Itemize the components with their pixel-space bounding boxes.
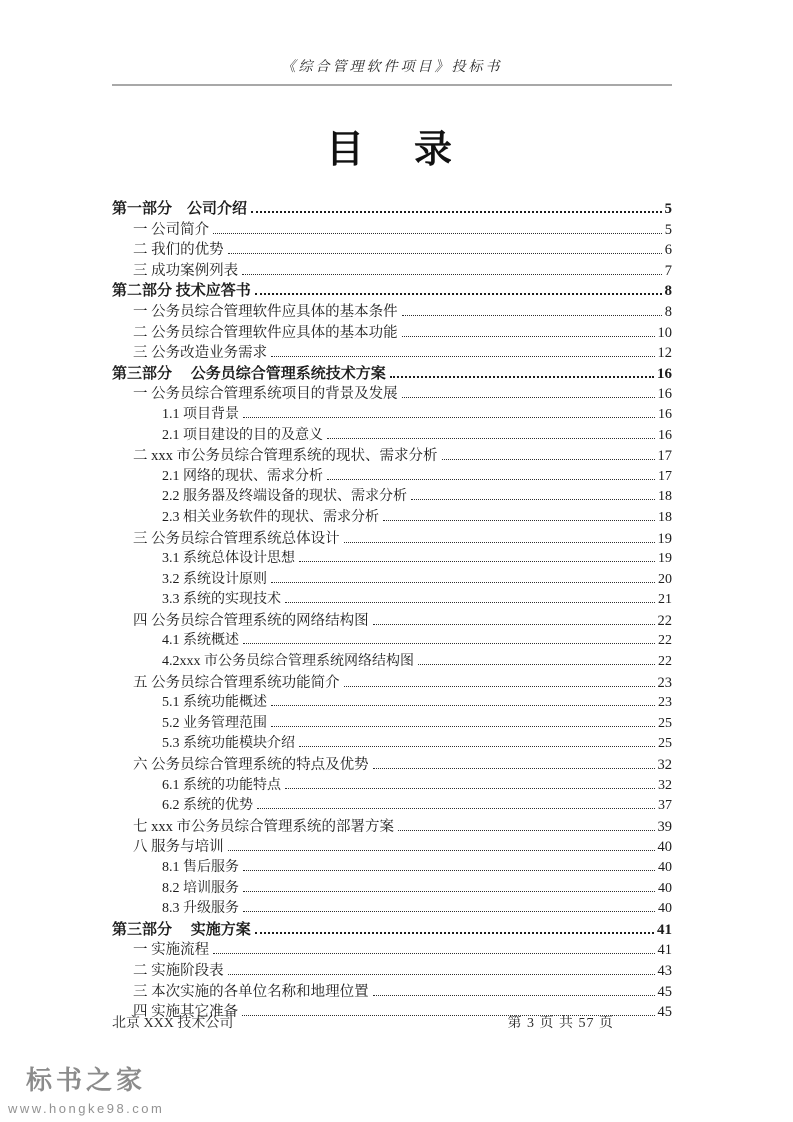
toc-entry-page: 37 xyxy=(658,798,672,814)
dotted-leader xyxy=(411,496,655,500)
toc-entry-page: 45 xyxy=(657,983,672,1000)
toc-entry-label: 五 公务员综合管理系统功能简介 xyxy=(133,674,340,691)
toc-entry-page: 7 xyxy=(664,262,672,279)
toc-entry[interactable] xyxy=(112,712,672,733)
toc-entry-label: 3.3 系统的实现技术 xyxy=(162,592,281,608)
toc-entry-page: 32 xyxy=(657,757,672,774)
toc-entry-label: 四 公务员综合管理系统的网络结构图 xyxy=(133,612,369,629)
toc-entry-page: 6 xyxy=(664,242,672,259)
toc-entry-page: 16 xyxy=(658,427,672,443)
toc-entry-label: 5.1 系统功能概述 xyxy=(162,695,267,711)
toc-entry[interactable] xyxy=(112,465,672,486)
dotted-leader xyxy=(383,517,655,521)
dotted-leader xyxy=(285,785,655,789)
toc-entry-label: 2.1 网络的现状、需求分析 xyxy=(162,468,323,484)
toc-entry-page: 45 xyxy=(657,1004,672,1021)
page-footer xyxy=(112,1012,672,1032)
toc-entry-page: 25 xyxy=(658,715,672,731)
toc-entry-label: 一 公务员综合管理软件应具体的基本条件 xyxy=(133,303,398,320)
toc-entry-label: 二 xxx 市公务员综合管理系统的现状、需求分析 xyxy=(133,448,438,465)
dotted-leader xyxy=(402,394,655,398)
toc-entry-page: 32 xyxy=(658,777,672,793)
toc-entry[interactable] xyxy=(112,856,672,877)
watermark-site-name: 标书之家 xyxy=(26,1065,147,1095)
dotted-leader xyxy=(402,333,655,337)
toc-list xyxy=(112,197,672,1021)
toc-entry-page: 5 xyxy=(664,221,672,238)
dotted-leader xyxy=(373,621,655,625)
toc-entry[interactable] xyxy=(112,527,672,548)
watermark xyxy=(8,1060,164,1116)
toc-entry-label: 4.2xxx 市公务员综合管理系统网络结构图 xyxy=(162,654,414,670)
toc-entry[interactable] xyxy=(112,835,672,856)
toc-entry[interactable] xyxy=(112,341,672,362)
toc-entry[interactable] xyxy=(112,609,672,630)
dotted-leader xyxy=(373,765,655,769)
dotted-leader xyxy=(242,271,662,275)
dotted-leader xyxy=(327,476,655,480)
toc-entry-label: 第三部分 公务员综合管理系统技术方案 xyxy=(112,365,386,382)
toc-entry[interactable] xyxy=(112,382,672,403)
toc-entry-label: 5.3 系统功能模块介绍 xyxy=(162,736,295,752)
toc-entry-page: 40 xyxy=(657,839,672,856)
toc-entry-label: 一 公司简介 xyxy=(133,221,210,238)
toc-entry-label: 5.2 业务管理范围 xyxy=(162,715,267,731)
toc-entry-page: 16 xyxy=(658,406,672,422)
dotted-leader xyxy=(299,558,655,562)
footer-page-number: 第 3 页 共 57 页 xyxy=(507,1016,614,1031)
watermark-site-url: www.hongke98.com xyxy=(8,1101,165,1116)
toc-entry-page: 41 xyxy=(657,942,672,959)
toc-entry-page: 40 xyxy=(658,901,672,917)
dotted-leader xyxy=(243,867,655,871)
toc-entry[interactable] xyxy=(112,732,672,753)
toc-entry[interactable] xyxy=(112,753,672,774)
dotted-leader xyxy=(398,827,655,831)
document-page xyxy=(112,0,672,1021)
toc-entry-label: 二 公务员综合管理软件应具体的基本功能 xyxy=(133,324,398,341)
toc-entry-label: 四 实施其它准备 xyxy=(133,1004,239,1021)
toc-entry-page: 18 xyxy=(658,489,672,505)
dotted-leader xyxy=(257,805,655,809)
toc-entry[interactable] xyxy=(112,321,672,342)
toc-entry-page: 22 xyxy=(658,633,672,649)
toc-entry-label: 第一部分 公司介绍 xyxy=(112,201,248,217)
dotted-leader xyxy=(271,579,655,583)
toc-entry[interactable] xyxy=(112,444,672,465)
toc-entry[interactable] xyxy=(112,959,672,980)
dotted-leader xyxy=(402,312,662,316)
toc-entry[interactable] xyxy=(112,650,672,671)
toc-entry[interactable] xyxy=(112,918,672,939)
dotted-leader xyxy=(327,435,655,439)
toc-entry[interactable] xyxy=(112,938,672,959)
dotted-leader xyxy=(344,539,655,543)
toc-entry-label: 4.1 系统概述 xyxy=(162,633,239,649)
toc-entry-label: 二 我们的优势 xyxy=(133,242,224,259)
toc-entry-page: 19 xyxy=(657,530,672,547)
toc-entry[interactable] xyxy=(112,568,672,589)
toc-entry[interactable] xyxy=(112,424,672,445)
toc-entry[interactable] xyxy=(112,506,672,527)
toc-entry-page: 12 xyxy=(657,345,672,362)
dotted-leader xyxy=(228,250,662,254)
toc-entry[interactable] xyxy=(112,588,672,609)
toc-entry-page: 16 xyxy=(657,386,672,403)
page-header-title: 《综合管理软件项目》投标书 xyxy=(281,60,503,75)
toc-entry-label: 第二部分 技术应答书 xyxy=(112,283,251,300)
toc-entry-page: 16 xyxy=(657,365,672,382)
toc-entry-page: 5 xyxy=(664,201,672,217)
dotted-leader xyxy=(373,992,655,996)
toc-entry-label: 8.1 售后服务 xyxy=(162,860,239,875)
toc-entry[interactable] xyxy=(112,485,672,506)
toc-entry-page: 23 xyxy=(657,674,672,691)
dotted-leader xyxy=(285,599,655,603)
toc-entry-page: 22 xyxy=(657,612,672,629)
toc-entry-label: 3.2 系统设计原则 xyxy=(162,571,267,587)
toc-entry-page: 22 xyxy=(658,654,672,670)
toc-entry-label: 6.2 系统的优势 xyxy=(162,798,253,814)
dotted-leader xyxy=(243,414,655,418)
dotted-leader xyxy=(299,743,655,747)
toc-entry-page: 19 xyxy=(658,551,672,567)
toc-entry-page: 18 xyxy=(658,509,672,525)
toc-entry-label: 1.1 项目背景 xyxy=(162,406,239,422)
toc-entry-page: 39 xyxy=(657,818,672,835)
toc-entry[interactable] xyxy=(112,629,672,650)
toc-entry[interactable] xyxy=(112,877,672,898)
toc-entry-page: 43 xyxy=(657,962,672,979)
toc-entry-page: 17 xyxy=(658,468,672,484)
toc-entry[interactable] xyxy=(112,197,672,218)
dotted-leader xyxy=(228,971,655,975)
toc-entry-label: 3.1 系统总体设计思想 xyxy=(162,551,295,567)
toc-entry[interactable] xyxy=(112,362,672,383)
toc-entry-label: 8.3 升级服务 xyxy=(162,901,239,917)
toc-entry-label: 一 公务员综合管理系统项目的背景及发展 xyxy=(133,386,398,403)
dotted-leader xyxy=(255,929,654,934)
dotted-leader xyxy=(213,950,654,954)
toc-entry-page: 25 xyxy=(658,736,672,752)
toc-entry-label: 八 服务与培训 xyxy=(133,839,224,856)
toc-entry[interactable] xyxy=(112,815,672,836)
toc-entry[interactable] xyxy=(112,794,672,815)
toc-entry-page: 40 xyxy=(658,880,672,896)
toc-entry[interactable] xyxy=(112,897,672,918)
dotted-leader xyxy=(344,683,655,687)
toc-entry-label: 三 公务改造业务需求 xyxy=(133,345,268,362)
toc-entry-page: 10 xyxy=(657,324,672,341)
dotted-leader xyxy=(271,353,654,357)
toc-entry-page: 21 xyxy=(658,592,672,608)
toc-entry-label: 三 成功案例列表 xyxy=(133,262,239,279)
toc-entry-label: 二 实施阶段表 xyxy=(133,962,224,979)
toc-entry-page: 41 xyxy=(657,921,672,938)
toc-entry[interactable] xyxy=(112,259,672,280)
toc-entry[interactable] xyxy=(112,300,672,321)
dotted-leader xyxy=(442,456,655,460)
toc-title: 目 录 xyxy=(325,129,458,171)
header-divider xyxy=(112,84,672,86)
toc-entry[interactable] xyxy=(112,980,672,1001)
toc-entry-label: 七 xxx 市公务员综合管理系统的部署方案 xyxy=(133,818,394,835)
dotted-leader xyxy=(243,908,655,912)
dotted-leader xyxy=(228,847,655,851)
dotted-leader xyxy=(271,702,655,706)
toc-entry[interactable] xyxy=(112,238,672,259)
toc-entry-page: 23 xyxy=(658,695,672,711)
toc-entry-page: 8 xyxy=(664,283,672,300)
dotted-leader xyxy=(213,230,662,234)
dotted-leader xyxy=(271,723,655,727)
toc-entry-label: 2.1 项目建设的目的及意义 xyxy=(162,427,323,443)
toc-entry[interactable] xyxy=(112,218,672,239)
toc-entry-label: 2.2 服务器及终端设备的现状、需求分析 xyxy=(162,489,407,505)
dotted-leader xyxy=(418,661,655,665)
dotted-leader xyxy=(243,640,655,644)
toc-entry-label: 三 本次实施的各单位名称和地理位置 xyxy=(133,983,369,1000)
toc-entry-page: 20 xyxy=(658,571,672,587)
toc-entry[interactable] xyxy=(112,774,672,795)
toc-entry[interactable] xyxy=(112,403,672,424)
toc-entry[interactable] xyxy=(112,547,672,568)
toc-entry-label: 六 公务员综合管理系统的特点及优势 xyxy=(133,757,369,774)
toc-entry-label: 一 实施流程 xyxy=(133,942,210,959)
toc-entry-label: 三 公务员综合管理系统总体设计 xyxy=(133,530,340,547)
dotted-leader xyxy=(255,290,662,295)
toc-entry-label: 6.1 系统的功能特点 xyxy=(162,777,281,793)
toc-entry-page: 17 xyxy=(657,448,672,465)
toc-entry-label: 8.2 培训服务 xyxy=(162,880,239,896)
toc-entry[interactable] xyxy=(112,691,672,712)
toc-entry[interactable] xyxy=(112,279,672,300)
toc-entry[interactable] xyxy=(112,671,672,692)
dotted-leader xyxy=(390,373,654,378)
dotted-leader xyxy=(251,208,661,213)
toc-entry-label: 2.3 相关业务软件的现状、需求分析 xyxy=(162,509,379,525)
toc-entry-page: 8 xyxy=(664,303,672,320)
toc-entry-page: 40 xyxy=(658,860,672,875)
footer-company-name: 北京 XXX 技术公司 xyxy=(112,1016,234,1031)
toc-entry-label: 第三部分 实施方案 xyxy=(112,921,251,938)
dotted-leader xyxy=(243,888,655,892)
